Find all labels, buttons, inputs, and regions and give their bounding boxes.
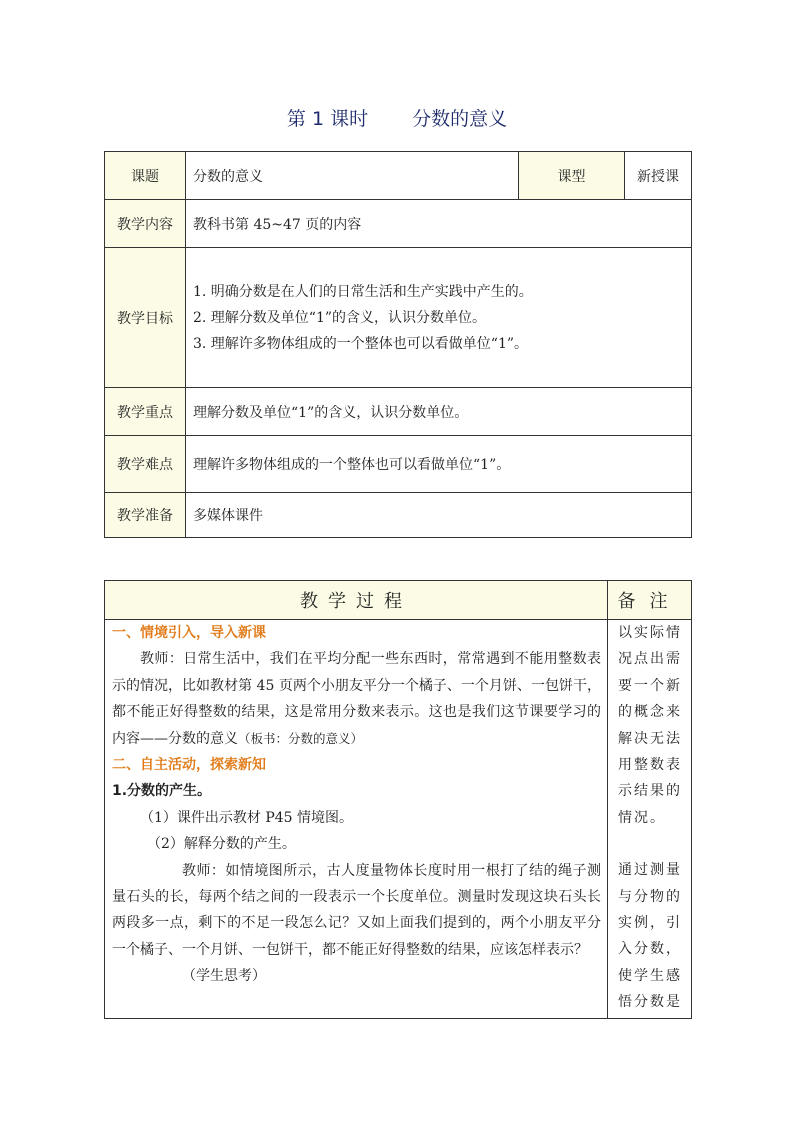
- lesson-number: 第 1 课时: [286, 108, 369, 130]
- goal-item: 1. 明确分数是在人们的日常生活和生产实践中产生的。: [193, 283, 533, 300]
- type-label: 课型: [519, 152, 625, 200]
- student-think: （学生思考）: [182, 968, 266, 985]
- board-note: （板书：分数的意义）: [238, 730, 364, 746]
- prep-value: 多媒体课件: [186, 493, 692, 538]
- section1-title: 一、情境引入，导入新课: [112, 625, 266, 641]
- difficulty-label: 教学难点: [105, 436, 186, 493]
- teaching-process-table: [104, 580, 692, 1019]
- difficulty-value: 理解许多物体组成的一个整体也可以看做单位“1”。: [186, 436, 692, 493]
- note-header: 备注: [608, 581, 692, 620]
- prep-label: 教学准备: [105, 493, 186, 538]
- sub-item-2: （2）解释分数的产生。: [147, 836, 296, 853]
- page-title: [0, 104, 794, 131]
- type-value: 新授课: [625, 152, 692, 200]
- section1-paragraph: [112, 646, 601, 752]
- process-body: [105, 620, 608, 1019]
- content-value: 教科书第 45~47 页的内容: [186, 200, 692, 248]
- key-value: 理解分数及单位“1”的含义，认识分数单位。: [186, 388, 692, 436]
- remark-2: 通过测量与分物的实例，引入分数，使学生感悟分数是: [618, 862, 682, 1011]
- section1-text: 教师：日常生活中，我们在平均分配一些东西时，常常遇到不能用整数表示的情况，比如教材第 45 页两个小朋友平分一个橘子、一个月饼、一包饼干，都不能正好得整数的结果，这是常用分数来表示。这也是我们这节课要学习的内容——分数的意义: [112, 651, 601, 747]
- lesson-topic: 分数的意义: [412, 108, 508, 130]
- topic-label: 课题: [105, 152, 186, 200]
- section2-paragraph: 教师：如情境图所示，古人度量物体长度时用一根打了结的绳子测量石头的长，每两个结之间的一段表示一个长度单位。测量时发现这块石头长两段多一点，剩下的不足一段怎么记？又如上面我们提到的，两个小朋友平分一个橘子、一个月饼、一包饼干，都不能正好得整数的结果，应该怎样表示？: [112, 862, 601, 958]
- sub-item-1: （1）课件出示教材 P45 情境图。: [140, 809, 354, 826]
- goals-list: [186, 279, 691, 357]
- goals-cell: [186, 248, 692, 388]
- topic-value: 分数的意义: [186, 152, 519, 200]
- key-label: 教学重点: [105, 388, 186, 436]
- item1-title: 1.分数的产生。: [112, 783, 212, 800]
- content-label: 教学内容: [105, 200, 186, 248]
- goal-item: 3. 理解许多物体组成的一个整体也可以看做单位“1”。: [193, 335, 529, 352]
- section2-title: 二、自主活动，探索新知: [112, 757, 266, 774]
- lesson-info-table: [104, 151, 692, 538]
- remark-1: 以实际情况点出需要一个新的概念来解决无法用整数表示结果的情况。: [618, 625, 682, 826]
- goal-item: 2. 理解分数及单位“1”的含义，认识分数单位。: [193, 309, 487, 326]
- process-header: 教学过程: [105, 581, 608, 620]
- goals-label: 教学目标: [105, 248, 186, 388]
- remarks-cell: [608, 620, 692, 1019]
